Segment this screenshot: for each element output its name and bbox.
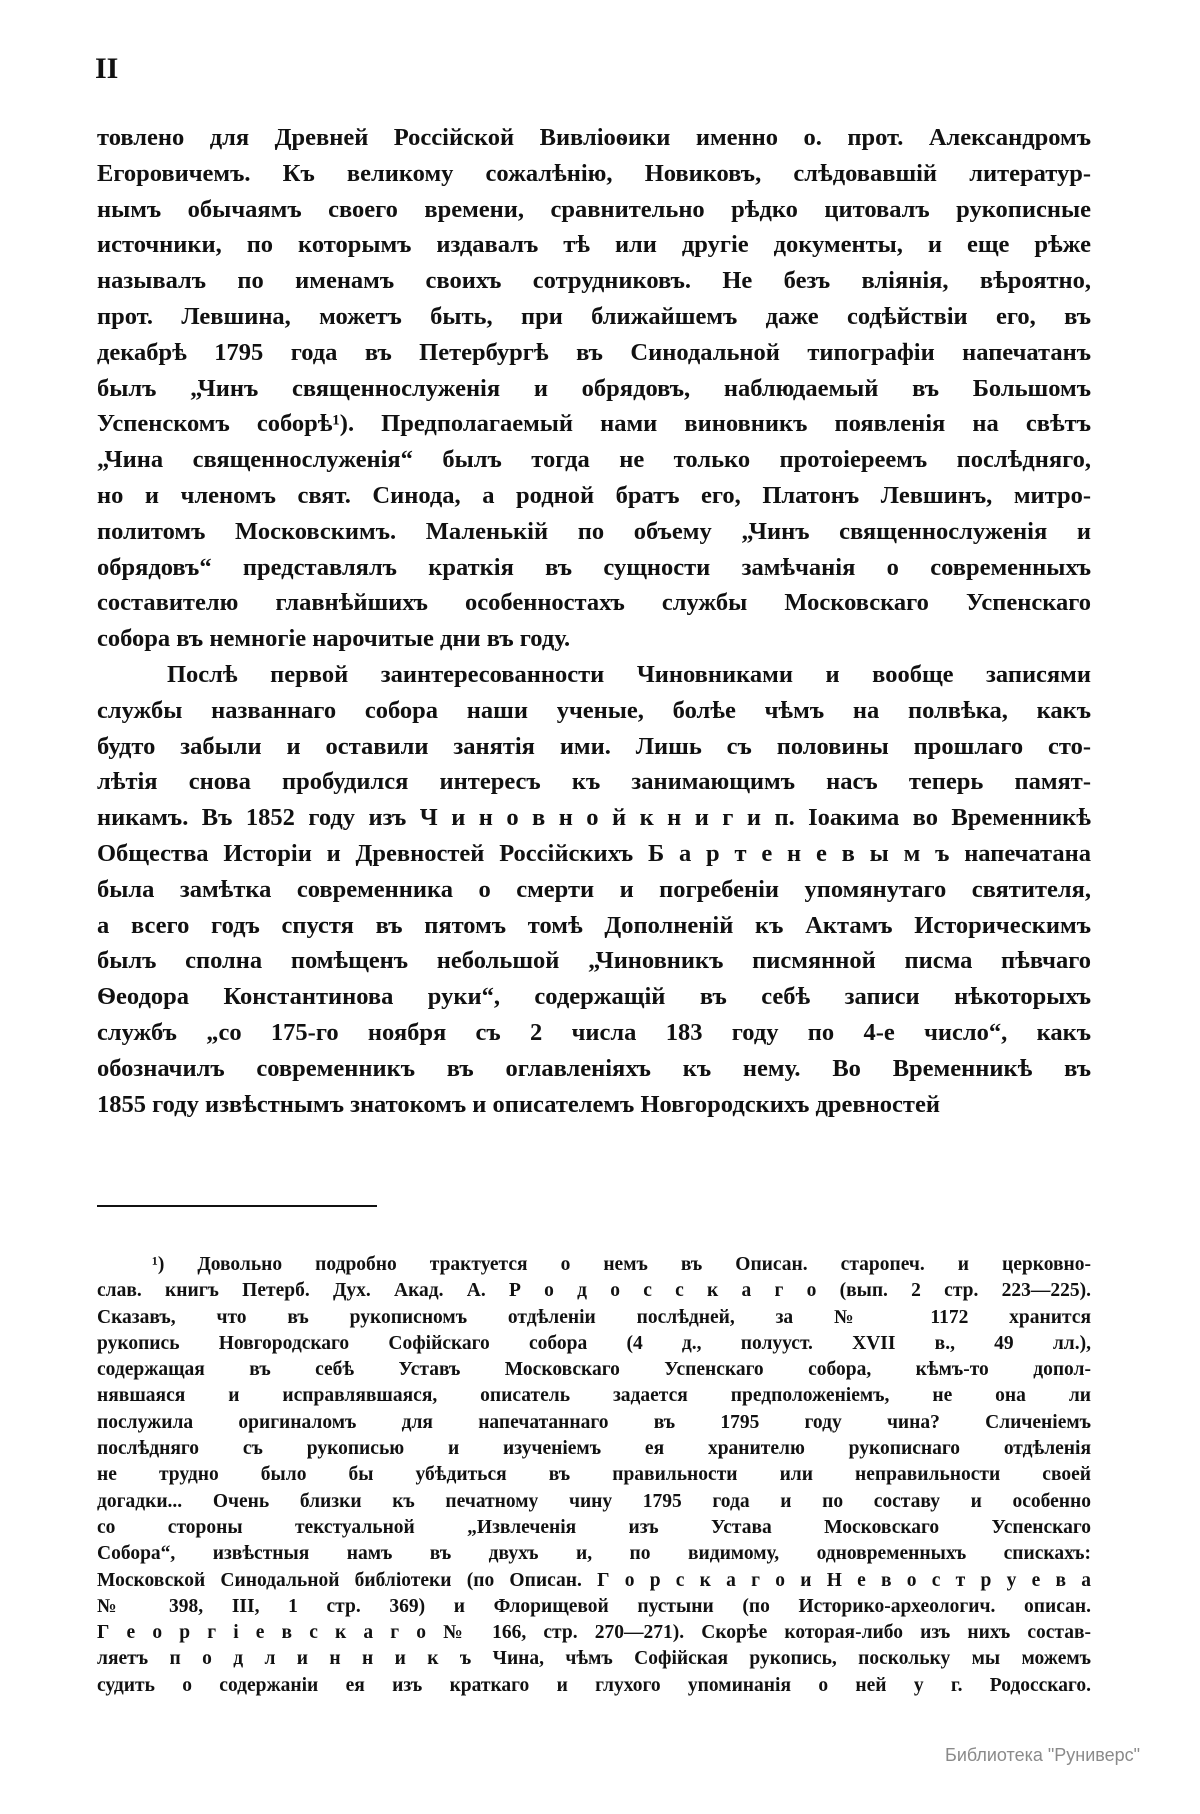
text-line: со стороны текстуальной „Извлеченія изъ Устава Московскаго Успенскаго	[97, 1516, 1091, 1538]
text-line: обозначилъ современникъ въ оглавленіяхъ къ нему. Во Временникѣ въ	[97, 1054, 1091, 1082]
text-line: называлъ по именамъ своихъ сотрудниковъ. Не безъ вліянія, вѣроятно,	[97, 267, 1091, 295]
text-line: нявшаяся и исправлявшаяся, описатель задается предположеніемъ, не она ли	[97, 1385, 1091, 1407]
text-line: источники, по которымъ издавалъ тѣ или другіе документы, и еще рѣже	[97, 231, 1091, 259]
text-line: а всего годъ спустя въ пятомъ томѣ Дополненій къ Актамъ Историческимъ	[97, 911, 1091, 939]
text-line: судить о содержаніи ея изъ краткаго и глухого упоминанія о ней у г. Родосскаго.	[97, 1674, 1091, 1696]
text-line: службъ „со 175-го ноября съ 2 числа 183 году по 4-е число“, какъ	[97, 1018, 1091, 1046]
text-line: будто забыли и оставили занятія ими. Лишь съ половины прошлаго сто-	[97, 732, 1091, 760]
text-line: прот. Левшина, можетъ быть, при ближайшемъ даже содѣйствіи его, въ	[97, 302, 1091, 330]
text-line: Собора“, извѣстныя намъ въ двухъ и, по видимому, одновременныхъ спискахъ:	[97, 1543, 1091, 1565]
library-watermark: Библиотека "Руниверс"	[945, 1745, 1141, 1765]
text-line: послѣдняго съ рукописью и изученіемъ ея хранителю рукописнаго отдѣленія	[97, 1438, 1091, 1460]
text-line: составителю главнѣйшихъ особенностахъ службы Московскаго Успенскаго	[97, 589, 1091, 617]
text-line: декабрѣ 1795 года въ Петербургѣ въ Синодальной типографіи напечатанъ	[97, 338, 1091, 366]
text-line: былъ сполна помѣщенъ небольшой „Чиновникъ писмянной писма пѣвчаго	[97, 947, 1091, 975]
text-line: „Чина священнослуженія“ былъ тогда не только протоіереемъ послѣдняго,	[97, 446, 1091, 474]
text-line: № 398, III, 1 стр. 369) и Флорищевой пустыни (по Историко-археологич. описан.	[97, 1595, 1091, 1617]
text-line: слав. книгъ Петерб. Дух. Акад. А. Р о д о с с к а г о (вып. 2 стр. 223—225).	[97, 1280, 1091, 1302]
text-line: собора въ немногіе нарочитые дни въ году.	[97, 625, 571, 653]
text-line: политомъ Московскимъ. Маленькій по объему „Чинъ священнослуженія и	[97, 517, 1091, 545]
text-line: товлено для Древней Россійской Вивліоѳики именно о. прот. Александромъ	[97, 124, 1091, 151]
text-line: Успенскомъ соборѣ¹). Предполагаемый нами виновникъ появленія на свѣтъ	[97, 410, 1091, 438]
page-number: II	[95, 52, 119, 85]
main-text	[97, 120, 1091, 1122]
text-line: ¹) Довольно подробно трактуется о немъ въ Описан. старопеч. и церковно-	[152, 1254, 1091, 1275]
text-line: Егоровичемъ. Къ великому сожалѣнію, Новиковъ, слѣдовавшій литератур-	[97, 159, 1091, 187]
text-line: лѣтія снова пробудился интересъ къ занимающимъ насъ теперь памят-	[97, 768, 1091, 796]
text-line: никамъ. Въ 1852 году изъ Ч и н о в н о й к н и г и п. Іоакима во Временникѣ	[97, 804, 1091, 832]
text-line: Общества Исторіи и Древностей Россійскихъ Б а р т е н е в ы м ъ напечатана	[97, 839, 1091, 867]
text-line: Московской Синодальной библіотеки (по Описан. Г о р с к а г о и Н е в о с т р у е в а	[97, 1569, 1091, 1591]
text-line: догадки... Очень близки къ печатному чину 1795 года и по составу и особенно	[97, 1490, 1091, 1512]
text-line: нымъ обычаямъ своего времени, сравнительно рѣдко цитовалъ рукописные	[97, 195, 1091, 223]
text-line: былъ „Чинъ священнослуженія и обрядовъ, наблюдаемый въ Большомъ	[97, 374, 1091, 402]
text-line: рукопись Новгородскаго Софійскаго собора (4 д., полууст. XVII в., 49 лл.),	[97, 1332, 1091, 1354]
text-line: ляетъ п о д л и н н и к ъ Чина, чѣмъ Софійская рукопись, поскольку мы можемъ	[97, 1648, 1091, 1670]
text-line: содержащая въ себѣ Уставъ Московскаго Успенскаго собора, кѣмъ-то допол-	[97, 1359, 1091, 1381]
footnote-divider	[97, 1205, 377, 1207]
text-line: Послѣ первой заинтересованности Чиновниками и вообще записями	[167, 660, 1091, 688]
text-line: но и членомъ свят. Синода, а родной братъ его, Платонъ Левшинъ, митро-	[97, 481, 1091, 509]
text-line: Г е о р г і е в с к а г о № 166, стр. 270—271). Скорѣе которая-либо изъ нихъ состав-	[97, 1622, 1091, 1644]
text-line: обрядовъ“ представлялъ краткія въ сущности замѣчанія о современныхъ	[97, 553, 1091, 581]
footnote	[97, 1252, 1091, 1699]
text-line: Ѳеодора Константинова руки“, содержащій въ себѣ записи нѣкоторыхъ	[97, 983, 1091, 1011]
text-line: Сказавъ, что въ рукописномъ отдѣленіи послѣдней, за № 1172 хранится	[97, 1306, 1091, 1328]
text-line: послужила оригиналомъ для напечатаннаго въ 1795 году чина? Сличеніемъ	[97, 1411, 1091, 1433]
text-line: была замѣтка современника о смерти и погребеніи упомянутаго святителя,	[97, 875, 1091, 903]
text-line: не трудно было бы убѣдиться въ правильности или неправильности своей	[97, 1464, 1091, 1486]
text-line: службы названнаго собора наши ученые, болѣе чѣмъ на полвѣка, какъ	[97, 696, 1091, 724]
text-line: 1855 году извѣстнымъ знатокомъ и описателемъ Новгородскихъ древностей	[97, 1090, 940, 1118]
